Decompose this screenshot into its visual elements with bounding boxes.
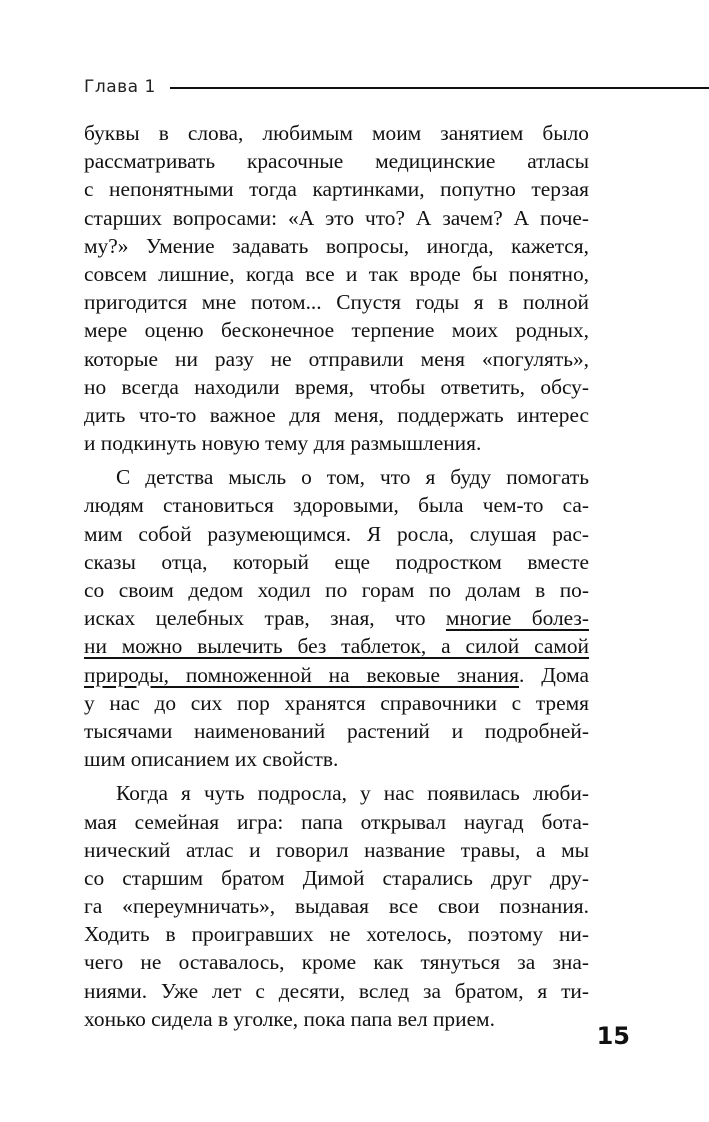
text-line: буквы в слова, любимым моим занятием было: [84, 121, 589, 145]
text-line: чего не оставалось, кроме как тянуться за зна-: [84, 950, 589, 975]
header-rule: [170, 87, 709, 89]
text-line: С детства мысль о том, что я буду помогать: [116, 465, 589, 490]
page-number: 15: [596, 1022, 630, 1050]
text-line: [84, 632, 589, 660]
text-line: Ходить в проигравших не хотелось, поэтому ни-: [84, 922, 589, 947]
text-line: со старшим братом Димой старались друг дру-: [84, 865, 589, 890]
text-line: мим собой разумеющимся. Я росла, слушая рас-: [84, 521, 589, 546]
text-line: нический атлас и говорил название травы, а мы: [84, 837, 589, 862]
underlined-text: многие болез-: [445, 606, 589, 631]
underlined-text: природы, помноженной на вековые знания: [84, 662, 519, 687]
text-line: с непонятными тогда картинками, попутно терзая: [84, 177, 589, 202]
underlined-text: ни можно вылечить без таблеток, а силой самой: [84, 634, 589, 659]
text-line: хонько сидела в уголке, пока папа вел прием.: [84, 1006, 495, 1031]
text-line: Когда я чуть подросла, у нас появилась люби-: [116, 781, 589, 806]
text-line: га «переумничать», выдавая все свои познания.: [84, 894, 589, 919]
text-line: мере оценю бесконечное терпение моих родных,: [84, 318, 589, 343]
text-line: рассматривать красочные медицинские атласы: [84, 149, 589, 174]
text-line: и подкинуть новую тему для размышления.: [84, 431, 482, 456]
text-segment: исках целебных трав, зная, что: [84, 606, 446, 631]
body-text: [84, 119, 589, 1033]
text-line: мая семейная игра: папа открывал наугад бота-: [84, 809, 589, 834]
text-line: которые ни разу не отправили меня «погулять»,: [84, 346, 589, 371]
text-line: но всегда находили время, чтобы ответить, обсу-: [84, 374, 589, 399]
text-segment: . Дома: [518, 662, 589, 687]
text-line: [84, 604, 589, 632]
text-line: му?» Умение задавать вопросы, иногда, кажется,: [84, 233, 589, 258]
running-header: [84, 72, 709, 102]
text-line: у нас до сих пор хранятся справочники с тремя: [84, 690, 589, 715]
text-line: старших вопросами: «А это что? А зачем? А поче-: [84, 205, 589, 230]
text-line: со своим дедом ходил по горам по долам в по-: [84, 578, 589, 602]
text-line: пригодится мне потом... Спустя годы я в полной: [84, 290, 589, 315]
text-line: сказы отца, который еще подростком вместе: [84, 549, 589, 574]
text-line: тысячами наименований растений и подробней-: [84, 718, 589, 743]
chapter-title: Глава 1: [84, 77, 156, 97]
text-line: ниями. Уже лет с десяти, вслед за братом, я ти-: [84, 978, 589, 1003]
text-line: шим описанием их свойств.: [84, 747, 339, 772]
text-line: дить что-то важное для меня, поддержать интерес: [84, 402, 589, 427]
text-line: совсем лишние, когда все и так вроде бы понятно,: [84, 261, 589, 286]
text-line: [84, 661, 589, 689]
paragraph: [84, 119, 589, 457]
paragraph: [84, 463, 589, 773]
text-line: людям становиться здоровыми, была чем-то са-: [84, 493, 589, 518]
paragraph: [84, 779, 589, 1033]
